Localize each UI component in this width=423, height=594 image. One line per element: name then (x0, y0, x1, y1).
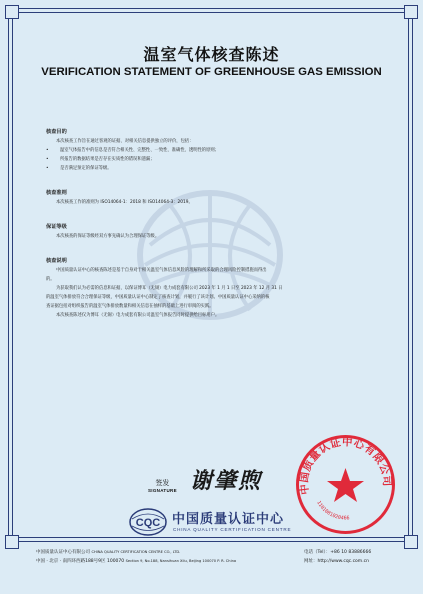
statement-p1-cont: 的。 (46, 277, 55, 282)
footer-company-zh: 中国质量认证中心有限公司 (36, 550, 90, 555)
bullet-text: 温室气体报告中的信息是否符合相关性、完整性、一致性、准确性、透明性的原则； (60, 148, 219, 153)
corner-ornament (5, 535, 19, 549)
bullet-icon: • (46, 157, 49, 162)
signature-label-en: SIGNATURE (148, 488, 177, 493)
objective-bullet (46, 164, 381, 173)
footer-tel: +86 10 83886666 (330, 550, 372, 555)
title-chinese: 温室气体核查陈述 (143, 45, 280, 64)
logo-text: CQC (135, 517, 161, 529)
section-title-assurance: 保证等级 (46, 224, 67, 230)
footer-address-zh: 中国 · 北京 · 南四环西路188号9区 100070 (36, 559, 125, 564)
cqc-logo-icon (128, 507, 168, 537)
statement-body (46, 128, 381, 320)
statement-p2-cont: 的温室气体排放符合合理保证等级，中国质量认证中心制定了核查计划，并履行了该计划。中国质量认证中心采纳的核 (46, 295, 270, 300)
star-icon (327, 468, 364, 502)
org-name-english: CHINA QUALITY CERTIFICATION CENTRE (173, 527, 292, 532)
signature-label (148, 478, 177, 493)
section-title-criteria: 核查准则 (46, 190, 67, 196)
handwritten-signature: 谢肇煦 (190, 468, 263, 494)
stamp-ring-text: 中国质量认证中心有限公司 (298, 436, 393, 496)
statement-p2: 为获取我们认为必需的信息和证据，以保证博耳（无锡）电力成套有限公司 2023 年 1 月 1 日至 2023 年 12 月 31 日 (56, 286, 283, 291)
corner-ornament (404, 535, 418, 549)
objective-bullet (46, 155, 381, 164)
section-title-statement: 核查说明 (46, 258, 67, 264)
objective-intro: 本次核查工作旨在通过客观的证据、对相关信息提供独立的评价，包括： (56, 139, 194, 144)
bullet-text: 所报告的数据结果是否存在实质性的错误和遗漏； (60, 157, 155, 162)
org-name-chinese: 中国质量认证中心 (172, 512, 285, 527)
statement-p3: 本次核查陈述仅为博耳（无锡）电力成套有限公司温室气体报告同时提供给目标用户。 (56, 313, 220, 318)
official-seal-stamp (293, 432, 398, 537)
footer-company-en: CHINA QUALITY CERTIFICATION CENTRE CO., LTD. (91, 550, 181, 554)
signature-label-zh: 签发 (155, 479, 170, 487)
bullet-icon: • (46, 166, 49, 171)
bullet-icon: • (46, 148, 49, 153)
assurance-text: 本次核查的保证等级经双方事先确认为合理保证等级。 (56, 234, 160, 239)
objective-bullet (46, 146, 381, 155)
footer-address-en: Section 9, No.188, Nansihuan Xilu, Beijing 100070 P. R. China (125, 559, 237, 563)
corner-ornament (5, 5, 19, 19)
footer-web-link[interactable]: http://www.cqc.com.cn (317, 559, 369, 564)
title-english: VERIFICATION STATEMENT OF GREENHOUSE GAS EMISSION (41, 66, 382, 78)
bullet-text: 是否满足预定的保证等级。 (60, 166, 112, 171)
svg-text:1101081020466 (315, 500, 350, 521)
section-title-objective: 核查目的 (46, 129, 67, 135)
statement-p1: 中国质量认证中心的核查陈述是基于自身对于相关温室气体信息风险的理解和所采取的合理风险控制措施而得出 (56, 268, 267, 273)
footer-web-label: 网址： (304, 559, 318, 564)
statement-p2-cont: 查证据包括对组织报告的温室气体排放数量和相关信息在抽样的基础上进行审阅的实践。 (46, 304, 214, 309)
criteria-text: 本次核查工作的准则为 ISO14064-1：2018 和 ISO14064-3：2019。 (56, 200, 193, 205)
footer-tel-label: 电话（Tel）： (304, 550, 331, 555)
stamp-number: 1101081020466 (315, 500, 350, 522)
corner-ornament (404, 5, 418, 19)
